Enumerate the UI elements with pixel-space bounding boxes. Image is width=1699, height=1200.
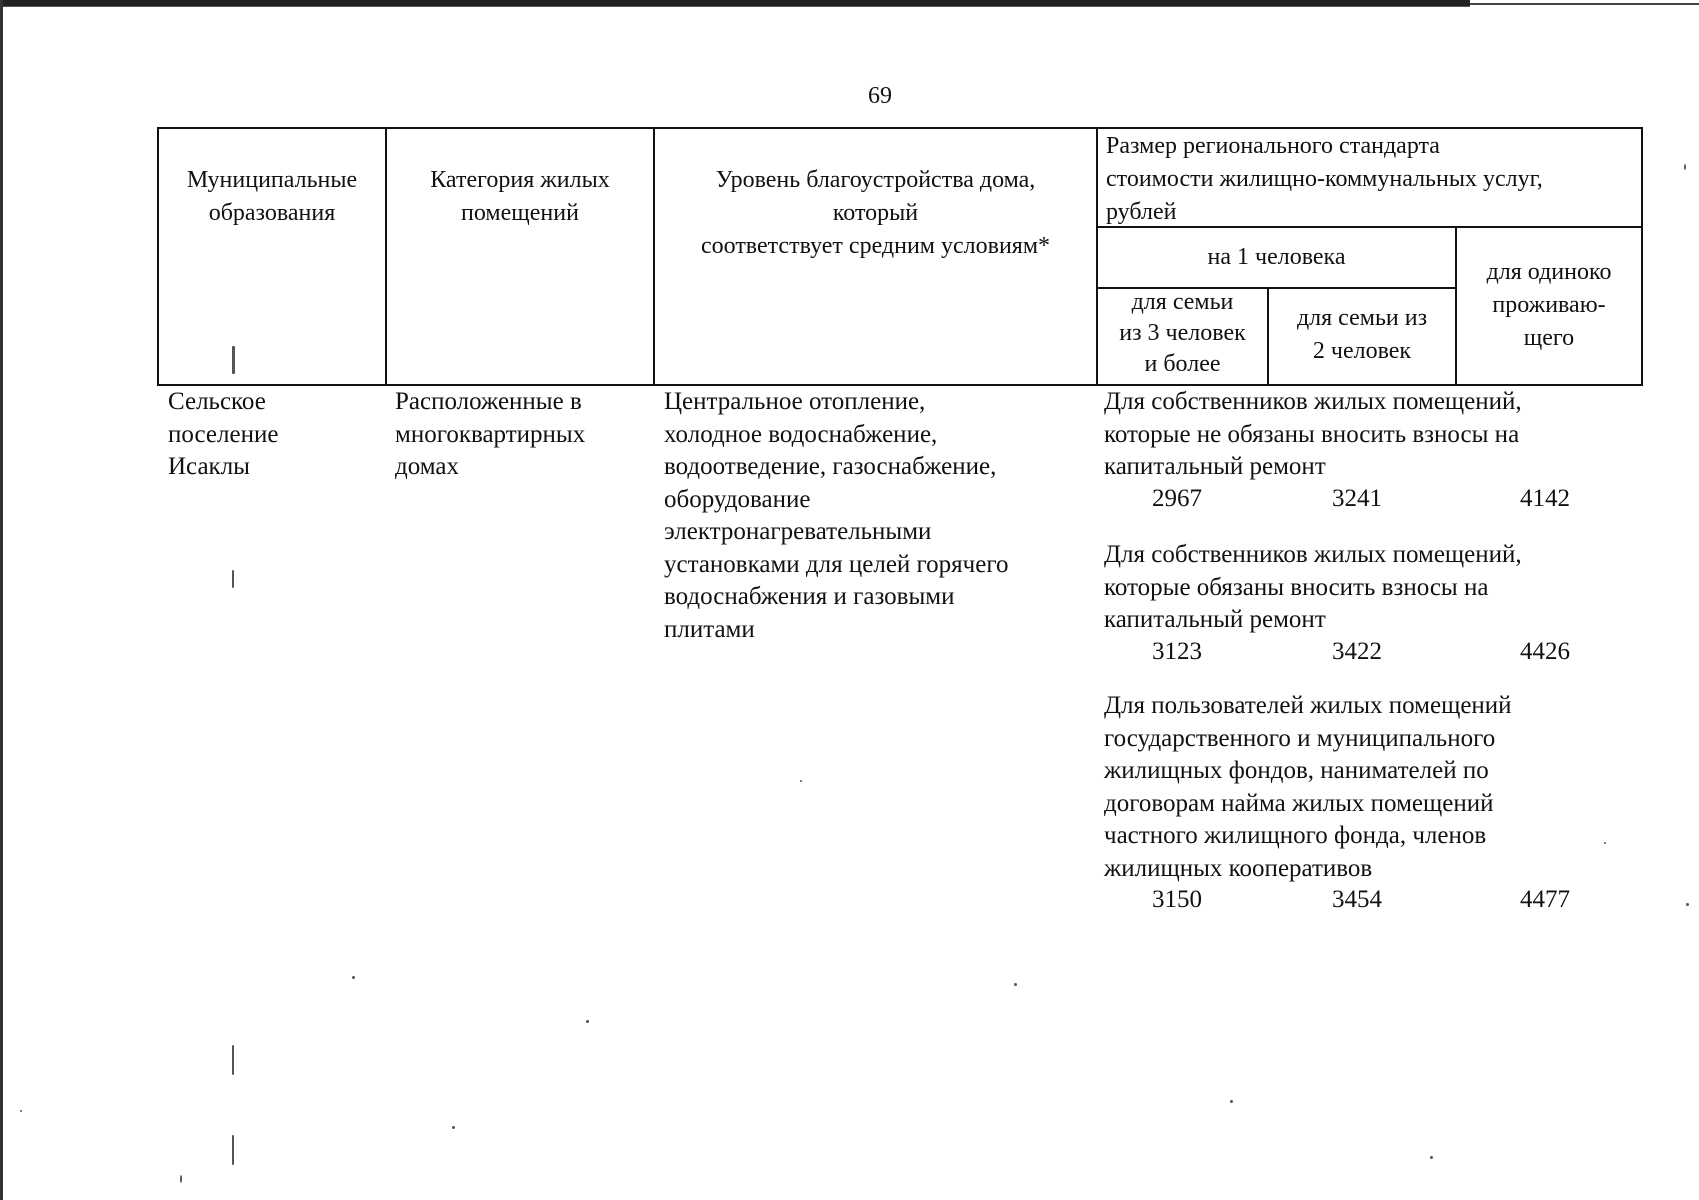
scan-artifact <box>232 570 234 588</box>
scan-artifact <box>232 1135 234 1165</box>
scan-edge-top <box>0 0 1470 7</box>
group-2-family-3-value: 3123 <box>1152 638 1202 665</box>
group-1-description: Для собственников жилых помещений, которые не обязаны вносить взносы на капитальный ремонт <box>1104 388 1522 480</box>
header-single: для одиноко проживаю- щего <box>1486 259 1612 351</box>
scan-artifact <box>352 976 355 979</box>
scan-artifact <box>452 1126 455 1129</box>
scan-edge-left <box>0 0 3 1200</box>
scan-artifact <box>1430 1156 1433 1159</box>
scan-edge-top-right <box>1470 3 1699 5</box>
header-family-2: для семьи из 2 человек <box>1296 305 1428 364</box>
scan-artifact <box>586 1020 589 1023</box>
scan-artifact <box>1686 903 1689 906</box>
group-3-family-3-value: 3150 <box>1152 886 1202 913</box>
scan-artifact <box>1684 164 1686 170</box>
header-municipal: Муниципальные образования <box>186 167 358 226</box>
scan-artifact <box>232 346 235 374</box>
scan-artifact <box>232 1045 234 1075</box>
scan-artifact <box>1014 983 1017 986</box>
row-level: Центральное отопление, холодное водоснабжение, водоотведение, газоснабжение, оборудование электронагревательными установками для целей горячего водоснабжения и газовыми плитами <box>664 388 1009 643</box>
scan-artifact <box>1230 1100 1233 1103</box>
header-category: Категория жилых помещений <box>430 167 610 226</box>
group-3-family-2-value: 3454 <box>1332 886 1382 913</box>
group-2-description: Для собственников жилых помещений, которые обязаны вносить взносы на капитальный ремонт <box>1104 541 1522 633</box>
group-1-family-2-value: 3241 <box>1332 485 1382 512</box>
header-family-3: для семьи из 3 человек и более <box>1119 289 1246 377</box>
scan-artifact <box>800 780 802 782</box>
header-per-person: на 1 человека <box>1207 244 1346 270</box>
scan-artifact <box>1604 842 1606 844</box>
group-3-description: Для пользователей жилых помещений государственного и муниципального жилищных фондов, нанимателей по договорам найма жилых помещений частного жилищного фонда, членов жилищных кооперативов <box>1104 692 1512 882</box>
group-2-single-value: 4426 <box>1520 638 1570 665</box>
row-municipal: Сельское поселение Исаклы <box>168 388 279 480</box>
scan-artifact <box>20 1110 22 1112</box>
group-1-single-value: 4142 <box>1520 485 1570 512</box>
header-standard: Размер регионального стандарта стоимости жилищно-коммунальных услуг, рублей <box>1106 133 1543 225</box>
group-2-family-2-value: 3422 <box>1332 638 1382 665</box>
group-3-single-value: 4477 <box>1520 886 1570 913</box>
row-category: Расположенные в многоквартирных домах <box>395 388 586 480</box>
group-1-family-3-value: 2967 <box>1152 485 1202 512</box>
scan-artifact <box>180 1175 182 1183</box>
header-table <box>157 127 1643 386</box>
page-number: 69 <box>868 83 892 109</box>
header-level: Уровень благоустройства дома, который соответствует средним условиям* <box>700 167 1051 259</box>
